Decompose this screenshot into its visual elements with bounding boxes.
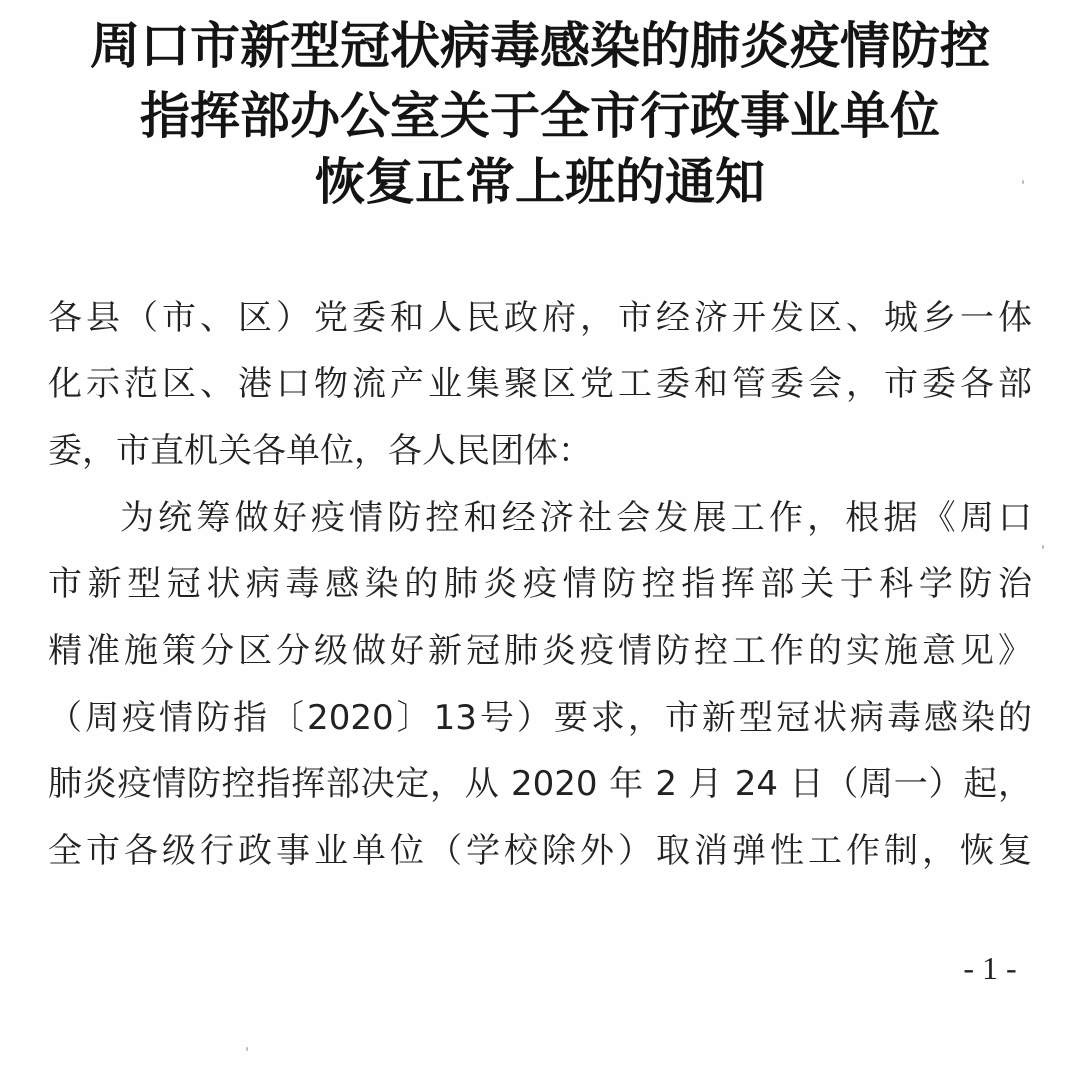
document-title-line-3: 恢复正常上班的通知 [315, 152, 765, 211]
paragraph-line-4: （周疫情防指〔2020〕13号）要求，市新型冠状病毒感染的 [48, 698, 1032, 738]
paragraph-line-3: 精准施策分区分级做好新冠肺炎疫情防控工作的实施意见》 [48, 631, 1032, 671]
scan-speck [1022, 180, 1024, 184]
paragraph-line-5: 肺炎疫情防控指挥部决定，从 2020 年 2 月 24 日（周一）起， [48, 764, 1032, 804]
paragraph-line-6: 全市各级行政事业单位（学校除外）取消弹性工作制，恢复 [48, 831, 1032, 871]
salutation-line-3: 委，市直机关各单位，各人民团体： [48, 431, 592, 471]
scan-speck [246, 1047, 248, 1051]
document-title-line-1: 周口市新型冠状病毒感染的肺炎疫情防控 [90, 16, 990, 75]
paragraph-line-2: 市新型冠状病毒感染的肺炎疫情防控指挥部关于科学防治 [48, 564, 1032, 604]
scan-speck [1042, 545, 1044, 549]
salutation-line-1: 各县（市、区）党委和人民政府，市经济开发区、城乡一体 [48, 298, 1032, 338]
document-title-line-2: 指挥部办公室关于全市行政事业单位 [140, 86, 940, 145]
page-number: - 1 - [963, 950, 1017, 986]
paragraph-line-1: 为统筹做好疫情防控和经济社会发展工作，根据《周口 [120, 498, 1032, 538]
salutation-line-2: 化示范区、港口物流产业集聚区党工委和管委会，市委各部 [48, 364, 1032, 404]
